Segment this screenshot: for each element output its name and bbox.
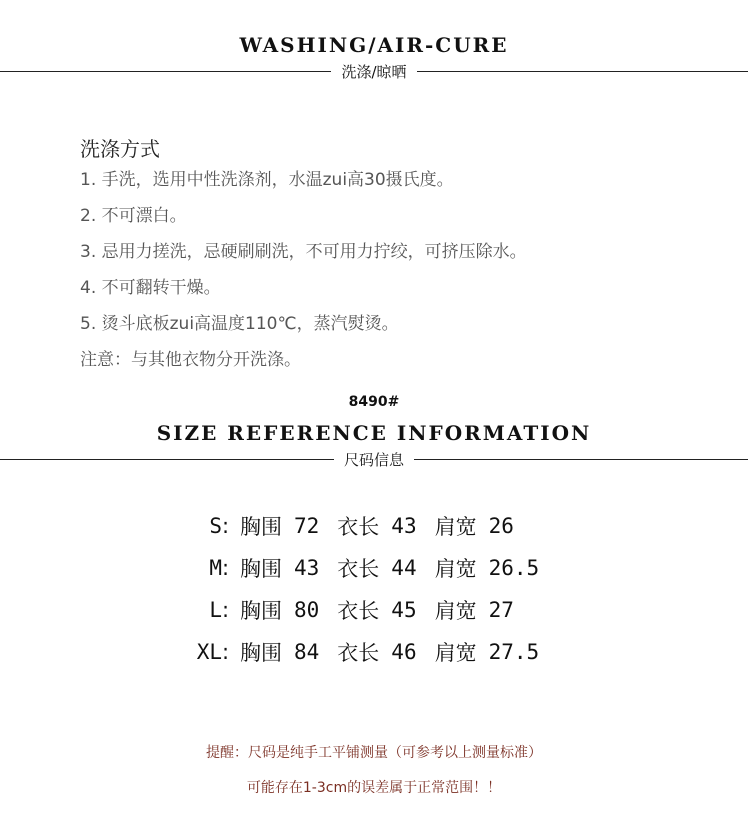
shoulder-value: 26.5 xyxy=(488,556,540,580)
size-row-s xyxy=(170,505,553,547)
washing-title-cn: 洗涤/晾晒 xyxy=(331,63,416,81)
size-row-m xyxy=(170,547,553,589)
washing-note: 注意：与其他衣物分开洗涤。 xyxy=(80,350,301,370)
shoulder-value: 26 xyxy=(488,514,514,538)
chest-value: 43 xyxy=(294,556,320,580)
length-value: 45 xyxy=(391,598,417,622)
washing-heading: 洗涤方式 xyxy=(80,137,160,161)
washing-item: 4. 不可翻转干燥。 xyxy=(80,278,221,298)
length-value: 44 xyxy=(391,556,417,580)
length-label: 衣长 xyxy=(337,641,380,665)
length-value: 43 xyxy=(391,514,417,538)
washing-instructions xyxy=(80,166,527,382)
shoulder-label: 肩宽 xyxy=(434,641,477,665)
chest-label: 胸围 xyxy=(240,515,282,539)
washing-item: 5. 烫斗底板zui高温度110℃，蒸汽熨烫。 xyxy=(80,314,399,334)
length-value: 46 xyxy=(391,640,417,664)
shoulder-label: 肩宽 xyxy=(434,599,477,623)
product-code: 8490# xyxy=(348,394,400,410)
size-code: L xyxy=(209,598,222,622)
length-label: 衣长 xyxy=(337,515,380,539)
chest-label: 胸围 xyxy=(240,641,282,665)
size-code: S xyxy=(209,514,222,538)
chest-label: 胸围 xyxy=(240,599,282,623)
length-label: 衣长 xyxy=(337,599,380,623)
length-label: 衣长 xyxy=(337,557,380,581)
washing-item: 3. 忌用力搓洗，忌硬刷刷洗，不可用力拧绞，可挤压除水。 xyxy=(80,242,527,262)
size-code: M xyxy=(209,556,222,580)
shoulder-label: 肩宽 xyxy=(434,515,477,539)
washing-item: 2. 不可漂白。 xyxy=(80,206,187,226)
tolerance-note: 可能存在1-3cm的误差属于正常范围！！ xyxy=(246,780,502,796)
shoulder-value: 27 xyxy=(488,598,514,622)
size-title-cn: 尺码信息 xyxy=(334,451,414,469)
size-title-en: SIZE REFERENCE INFORMATION xyxy=(156,421,592,445)
size-colon: : xyxy=(222,514,230,538)
chest-value: 80 xyxy=(294,598,320,622)
size-row-xl xyxy=(170,631,553,673)
measurement-note: 提醒：尺码是纯手工平铺测量（可参考以上测量标准） xyxy=(206,745,542,761)
size-code: XL xyxy=(196,640,222,664)
shoulder-value: 27.5 xyxy=(488,640,540,664)
size-colon: : xyxy=(222,598,230,622)
shoulder-label: 肩宽 xyxy=(434,557,477,581)
washing-title-en: WASHING/AIR-CURE xyxy=(239,33,509,57)
size-table xyxy=(170,505,553,673)
size-row-l xyxy=(170,589,553,631)
size-colon: : xyxy=(222,640,230,664)
chest-label: 胸围 xyxy=(240,557,282,581)
size-title-cn-wrap xyxy=(0,449,748,470)
washing-item: 1. 手洗，选用中性洗涤剂，水温zui高30摄氏度。 xyxy=(80,170,454,190)
chest-value: 72 xyxy=(294,514,320,538)
chest-value: 84 xyxy=(294,640,320,664)
size-colon: : xyxy=(222,556,230,580)
washing-title-cn-wrap xyxy=(0,61,748,82)
